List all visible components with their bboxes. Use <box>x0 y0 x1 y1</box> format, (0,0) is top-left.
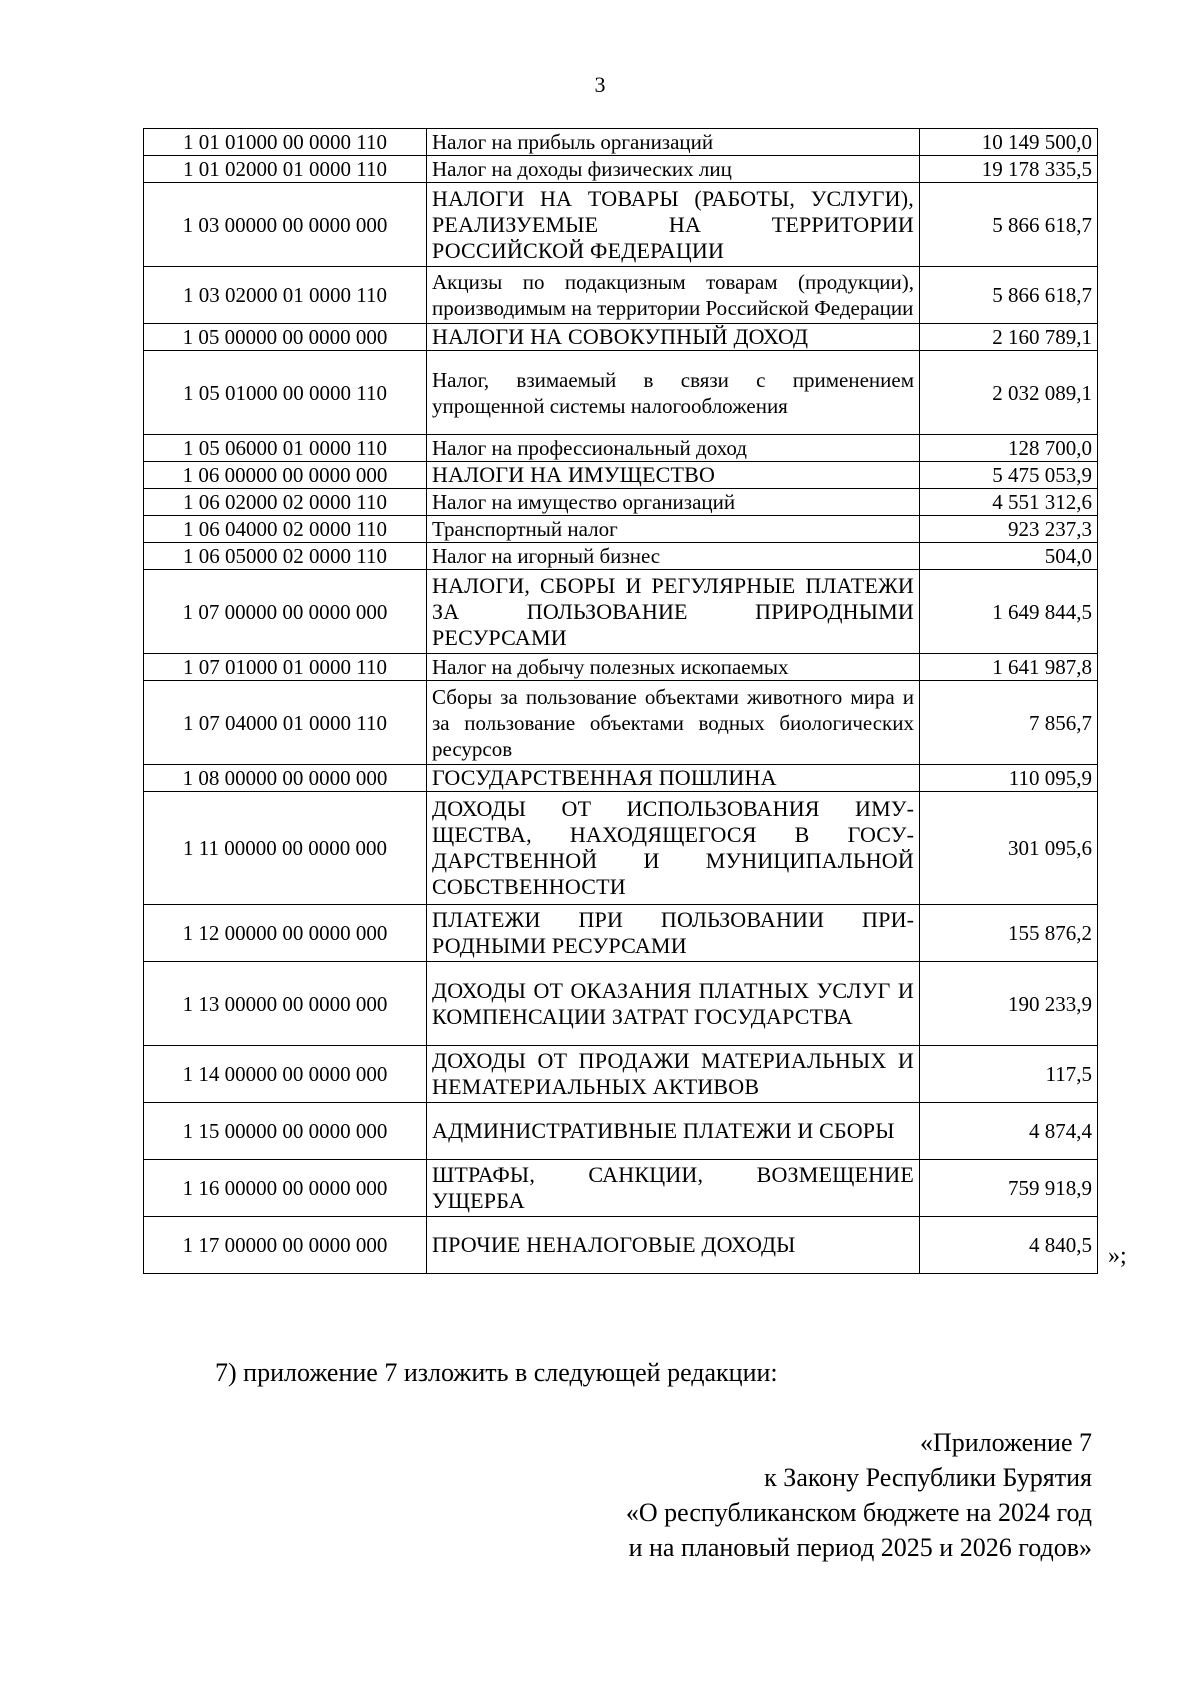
table-row <box>144 462 1098 489</box>
cell-amount: 19 178 335,5 <box>920 156 1098 183</box>
cell-code: 1 05 00000 00 0000 000 <box>144 324 427 351</box>
cell-name: Налог на прибыль организаций <box>427 129 920 156</box>
cell-amount: 2 032 089,1 <box>920 351 1098 435</box>
cell-code: 1 07 00000 00 0000 000 <box>144 570 427 654</box>
cell-name: Налог на добычу полезных ископаемых <box>427 654 920 681</box>
cell-code: 1 15 00000 00 0000 000 <box>144 1103 427 1160</box>
cell-amount: 117,5 <box>920 1046 1098 1103</box>
cell-code: 1 01 02000 01 0000 110 <box>144 156 427 183</box>
table-row <box>144 962 1098 1046</box>
cell-code: 1 03 02000 01 0000 110 <box>144 267 427 324</box>
cell-amount: 1 649 844,5 <box>920 570 1098 654</box>
cell-code: 1 06 00000 00 0000 000 <box>144 462 427 489</box>
cell-amount: 5 866 618,7 <box>920 183 1098 267</box>
cell-amount: 4 551 312,6 <box>920 489 1098 516</box>
cell-name: ДОХОДЫ ОТ ИСПОЛЬЗОВАНИЯ ИМУЩЕСТВА, НАХОДЯЩЕГОСЯ В ГОСУДАРСТВЕННОЙ И МУНИЦИПАЛЬНОЙ СОБСТВЕННОСТИ <box>427 792 920 905</box>
cell-name: ПРОЧИЕ НЕНАЛОГОВЫЕ ДОХОДЫ <box>427 1217 920 1274</box>
cell-code: 1 17 00000 00 0000 000 <box>144 1217 427 1274</box>
cell-name: ШТРАФЫ, САНКЦИИ, ВОЗМЕЩЕНИЕ УЩЕРБА <box>427 1160 920 1217</box>
cell-amount: 504,0 <box>920 543 1098 570</box>
cell-amount: 7 856,7 <box>920 681 1098 765</box>
cell-name: АДМИНИСТРАТИВНЫЕ ПЛАТЕЖИ И СБОРЫ <box>427 1103 920 1160</box>
cell-code: 1 08 00000 00 0000 000 <box>144 765 427 792</box>
cell-amount: 301 095,6 <box>920 792 1098 905</box>
table-row <box>144 1160 1098 1217</box>
cell-amount: 4 840,5 <box>920 1217 1098 1274</box>
cell-code: 1 06 04000 02 0000 110 <box>144 516 427 543</box>
cell-code: 1 14 00000 00 0000 000 <box>144 1046 427 1103</box>
cell-code: 1 03 00000 00 0000 000 <box>144 183 427 267</box>
cell-amount: 128 700,0 <box>920 435 1098 462</box>
cell-code: 1 11 00000 00 0000 000 <box>144 792 427 905</box>
cell-name: Налог на профессиональный доход <box>427 435 920 462</box>
cell-amount: 2 160 789,1 <box>920 324 1098 351</box>
table-row <box>144 681 1098 765</box>
cell-amount: 923 237,3 <box>920 516 1098 543</box>
table-row <box>144 765 1098 792</box>
table-row <box>144 183 1098 267</box>
page-number: 3 <box>594 72 606 97</box>
revenue-table-body <box>144 129 1098 1274</box>
cell-code: 1 07 01000 01 0000 110 <box>144 654 427 681</box>
cell-code: 1 16 00000 00 0000 000 <box>144 1160 427 1217</box>
cell-code: 1 13 00000 00 0000 000 <box>144 962 427 1046</box>
table-row <box>144 267 1098 324</box>
table-row <box>144 905 1098 962</box>
cell-code: 1 06 02000 02 0000 110 <box>144 489 427 516</box>
cell-code: 1 01 01000 00 0000 110 <box>144 129 427 156</box>
table-row <box>144 129 1098 156</box>
cell-name: ДОХОДЫ ОТ ОКАЗАНИЯ ПЛАТНЫХ УСЛУГ И КОМПЕНСАЦИИ ЗАТРАТ ГОСУДАРСТВА <box>427 962 920 1046</box>
closing-quote-mark: »; <box>1108 1243 1127 1269</box>
table-row <box>144 1217 1098 1274</box>
table-row <box>144 489 1098 516</box>
table-row <box>144 1103 1098 1160</box>
cell-code: 1 05 06000 01 0000 110 <box>144 435 427 462</box>
cell-code: 1 05 01000 00 0000 110 <box>144 351 427 435</box>
cell-amount: 190 233,9 <box>920 962 1098 1046</box>
table-row <box>144 570 1098 654</box>
cell-code: 1 12 00000 00 0000 000 <box>144 905 427 962</box>
cell-amount: 1 641 987,8 <box>920 654 1098 681</box>
table-row <box>144 1046 1098 1103</box>
cell-amount: 10 149 500,0 <box>920 129 1098 156</box>
cell-name: ДОХОДЫ ОТ ПРОДАЖИ МАТЕРИАЛЬНЫХ И НЕМАТЕРИАЛЬНЫХ АКТИВОВ <box>427 1046 920 1103</box>
cell-name: Сборы за пользование объектами животного мира и за пользование объектами водных биологических ресурсов <box>427 681 920 765</box>
table-row <box>144 435 1098 462</box>
table-row <box>144 156 1098 183</box>
table-row <box>144 351 1098 435</box>
cell-name: ГОСУДАРСТВЕННАЯ ПОШЛИНА <box>427 765 920 792</box>
annex-header-line-2: к Закону Республики Бурятия <box>764 1463 1092 1492</box>
table-row <box>144 516 1098 543</box>
annex-header <box>626 1425 1092 1565</box>
cell-name: НАЛОГИ НА СОВОКУПНЫЙ ДОХОД <box>427 324 920 351</box>
cell-name: Налог, взимаемый в связи с применением упрощенной системы налогообложения <box>427 351 920 435</box>
table-row <box>144 324 1098 351</box>
cell-name: Налог на доходы физических лиц <box>427 156 920 183</box>
item-7-instruction: 7) приложение 7 изложить в следующей редакции: <box>215 1358 778 1387</box>
table-row <box>144 792 1098 905</box>
cell-name: Налог на игорный бизнес <box>427 543 920 570</box>
cell-code: 1 07 04000 01 0000 110 <box>144 681 427 765</box>
cell-name: НАЛОГИ, СБОРЫ И РЕГУЛЯРНЫЕ ПЛАТЕЖИ ЗА ПОЛЬЗОВАНИЕ ПРИРОДНЫМИ РЕСУРСАМИ <box>427 570 920 654</box>
table-row <box>144 654 1098 681</box>
cell-name: ПЛАТЕЖИ ПРИ ПОЛЬЗОВАНИИ ПРИРОДНЫМИ РЕСУРСАМИ <box>427 905 920 962</box>
annex-header-line-3: «О республиканском бюджете на 2024 год <box>625 1498 1092 1527</box>
cell-name: Акцизы по подакцизным товарам (продукции), производимым на территории Российской Федерации <box>427 267 920 324</box>
table-row <box>144 543 1098 570</box>
cell-amount: 110 095,9 <box>920 765 1098 792</box>
cell-name: Транспортный налог <box>427 516 920 543</box>
cell-name: НАЛОГИ НА ТОВАРЫ (РАБОТЫ, УСЛУГИ), РЕАЛИЗУЕМЫЕ НА ТЕРРИТОРИИ РОССИЙСКОЙ ФЕДЕРАЦИИ <box>427 183 920 267</box>
cell-amount: 4 874,4 <box>920 1103 1098 1160</box>
annex-header-line-4: и на плановый период 2025 и 2026 годов» <box>628 1533 1092 1562</box>
revenue-table <box>143 128 1098 1274</box>
cell-name: НАЛОГИ НА ИМУЩЕСТВО <box>427 462 920 489</box>
annex-header-line-1: «Приложение 7 <box>919 1428 1092 1457</box>
cell-amount: 759 918,9 <box>920 1160 1098 1217</box>
cell-amount: 155 876,2 <box>920 905 1098 962</box>
cell-amount: 5 866 618,7 <box>920 267 1098 324</box>
cell-amount: 5 475 053,9 <box>920 462 1098 489</box>
cell-name: Налог на имущество организаций <box>427 489 920 516</box>
cell-code: 1 06 05000 02 0000 110 <box>144 543 427 570</box>
